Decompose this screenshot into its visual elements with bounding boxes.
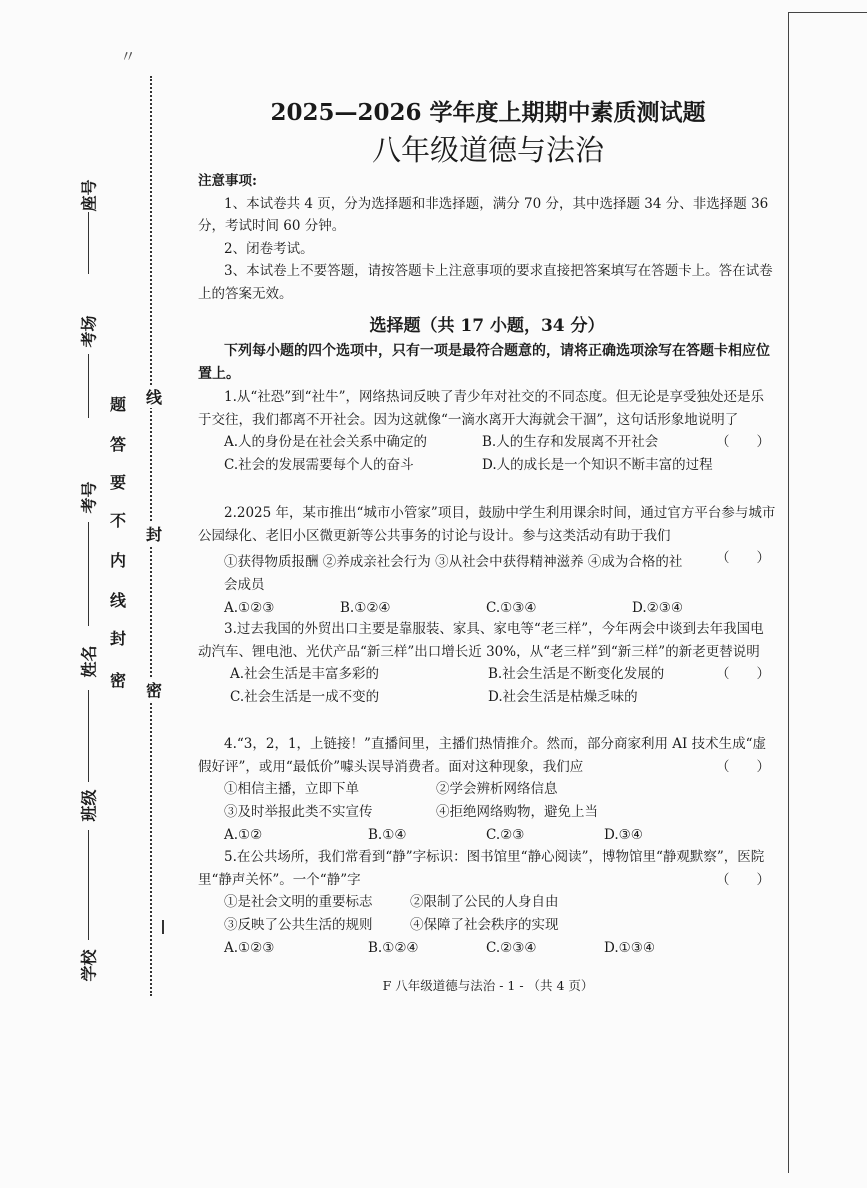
option-d: D.人的成长是一个知识不断丰富的过程	[482, 457, 713, 473]
seal-char-feng: 封	[146, 522, 162, 545]
class-blank[interactable]	[88, 830, 89, 940]
statement-3: ③及时举报此类不实宣传	[224, 804, 373, 820]
option-row	[198, 597, 776, 620]
name-blank[interactable]	[88, 690, 89, 782]
option-c: C.①③④	[486, 600, 537, 616]
answer-paren: （ ）	[716, 666, 770, 682]
name-label: 姓名	[79, 645, 99, 678]
option-b: B.人的生存和发展离不开社会	[482, 434, 659, 450]
seal-inner-nei: 内	[110, 551, 127, 570]
seal-char-mi: 密	[146, 678, 162, 701]
statement-text: ①获得物质报酬 ②养成亲社会行为 ③从社会中获得精神滋养 ④成为合格的社会成员	[224, 554, 683, 593]
seal-char-xian: 线	[146, 385, 162, 408]
page-footer: F 八年级道德与法治 - 1 - （共 4 页）	[382, 978, 594, 993]
question-3	[198, 618, 776, 709]
statement-3: ③反映了公共生活的规则	[224, 917, 373, 933]
question-stem: 4.“3，2，1，上链接！”直播间里，主播们热情推介。然而，部分商家利用 AI 技术生成“虚假好评”，或用“最低价”噱头误导消费者。面对这种现象，我们应 （ ）	[198, 733, 776, 778]
statement-2: ②学会辨析网络信息	[436, 781, 558, 797]
question-4	[198, 733, 776, 847]
statement-2: ②限制了公民的人身自由	[410, 894, 559, 910]
option-b: B.①②④	[340, 600, 391, 616]
statement-row	[198, 914, 776, 937]
option-c: C.社会的发展需要每个人的奋斗	[224, 457, 414, 473]
option-c: C.②③	[486, 827, 525, 843]
statement-row	[198, 801, 776, 824]
option-a: A.社会生活是丰富多彩的	[230, 666, 380, 682]
exam-room-blank[interactable]	[88, 354, 89, 418]
seal-inner-feng: 封	[110, 629, 127, 648]
answer-paren: （ ）	[716, 871, 770, 888]
option-d: D.③④	[604, 827, 643, 843]
seat-number-label: 座号	[79, 179, 99, 212]
question-stem: 1.从“社恐”到“社牛”，网络热词反映了青少年对社交的不同态度。但无论是享受独处还是乐于交往，我们都离不开社会。因为这就像“一滴水离开大海就会干涸”，这句话形象地说明了 （ ）	[198, 386, 776, 431]
statement-4: ④拒绝网络购物，避免上当	[436, 804, 598, 820]
note-item: 3、本试卷上不要答题，请按答题卡上注意事项的要求直接把答案填写在答题卡上。答在试卷上的答案无效。	[198, 263, 773, 302]
seal-inner-xian: 线	[110, 591, 127, 610]
question-1	[198, 386, 776, 477]
class-label: 班级	[79, 789, 99, 822]
seal-inner-bu: 不	[110, 511, 127, 530]
option-c: C.②③④	[486, 940, 537, 956]
option-row	[198, 686, 776, 709]
seat-number-blank[interactable]	[88, 212, 89, 274]
notes-heading: 注意事项:	[198, 173, 257, 189]
option-d: D.社会生活是枯燥乏味的	[488, 689, 638, 705]
option-a: A.①②	[224, 827, 263, 843]
option-a: A.①②③	[224, 940, 275, 956]
question-2	[198, 502, 776, 620]
statement-row	[198, 551, 690, 597]
note-item: 1、本试卷共 4 页，分为选择题和非选择题，满分 70 分，其中选择题 34 分、非选择题 36 分，考试时间 60 分钟。	[198, 195, 769, 234]
question-stem: 3.过去我国的外贸出口主要是靠服装、家具、家电等“老三样”，今年两会中谈到去年我国电动汽车、锂电池、光伏产品“新三样”出口增长近 30%，从“老三样”到“新三样”的新老更替说明 （ ）	[198, 618, 776, 663]
scribble-mark: 〃	[120, 47, 137, 66]
option-a: A.①②③	[224, 600, 275, 616]
option-row	[198, 663, 690, 686]
answer-paren: （ ）	[716, 434, 770, 450]
instruction-text: 下列每小题的四个选项中，只有一项是最符合题意的，请将正确选项涂写在答题卡相应位置上。	[198, 343, 770, 382]
answer-paren: （ ）	[716, 758, 770, 775]
note-item: 2、闭卷考试。	[224, 240, 314, 257]
option-row	[198, 824, 776, 847]
option-b: B.社会生活是不断变化发展的	[488, 666, 665, 682]
option-row	[198, 937, 776, 960]
exam-subject-title: 八年级道德与法治	[371, 133, 604, 167]
school-label: 学校	[79, 949, 99, 982]
section-title: 选择题（共 17 小题，34 分）	[369, 316, 605, 336]
exam-title: 2025—2026 学年度上期期中素质测试题	[270, 99, 706, 126]
seal-inner-ti: 题	[110, 395, 127, 414]
exam-room-label: 考场	[79, 315, 99, 348]
section-instruction	[198, 340, 776, 385]
statement-1: ①是社会文明的重要标志	[224, 894, 373, 910]
seal-inner-mi: 密	[110, 671, 127, 690]
answer-paren: （ ）	[716, 550, 770, 566]
option-b: B.①④	[368, 827, 407, 843]
stray-mark	[162, 920, 164, 934]
option-d: D.②③④	[632, 600, 683, 616]
statement-4: ④保障了社会秩序的实现	[410, 917, 559, 933]
option-row	[198, 431, 690, 454]
statement-row	[198, 778, 776, 801]
question-stem: 5.在公共场所，我们常看到“静”字标识：图书馆里“静心阅读”，博物馆里“静观默察”，医院里“静声关怀”。一个“静”字 （ ）	[198, 846, 776, 891]
option-b: B.①②④	[368, 940, 419, 956]
exam-id-label: 考号	[79, 481, 99, 514]
question-5	[198, 846, 776, 960]
question-stem: 2.2025 年，某市推出“城市小管家”项目，鼓励中学生利用课余时间，通过官方平台参与城市公园绿化、老旧小区微更新等公共事务的讨论与设计。参与这类活动有助于我们 （ ）	[198, 502, 776, 547]
option-a: A.人的身份是在社会关系中确定的	[224, 434, 428, 450]
statement-row	[198, 891, 776, 914]
exam-id-blank[interactable]	[88, 522, 89, 626]
statement-1: ①相信主播，立即下单	[224, 781, 359, 797]
option-row	[198, 454, 776, 477]
seal-inner-yao: 要	[110, 473, 127, 492]
option-c: C.社会生活是一成不变的	[230, 689, 380, 705]
seal-inner-da: 答	[110, 435, 127, 454]
notes-block	[198, 170, 776, 305]
option-d: D.①③④	[604, 940, 655, 956]
page-edge-frame	[788, 12, 867, 1173]
